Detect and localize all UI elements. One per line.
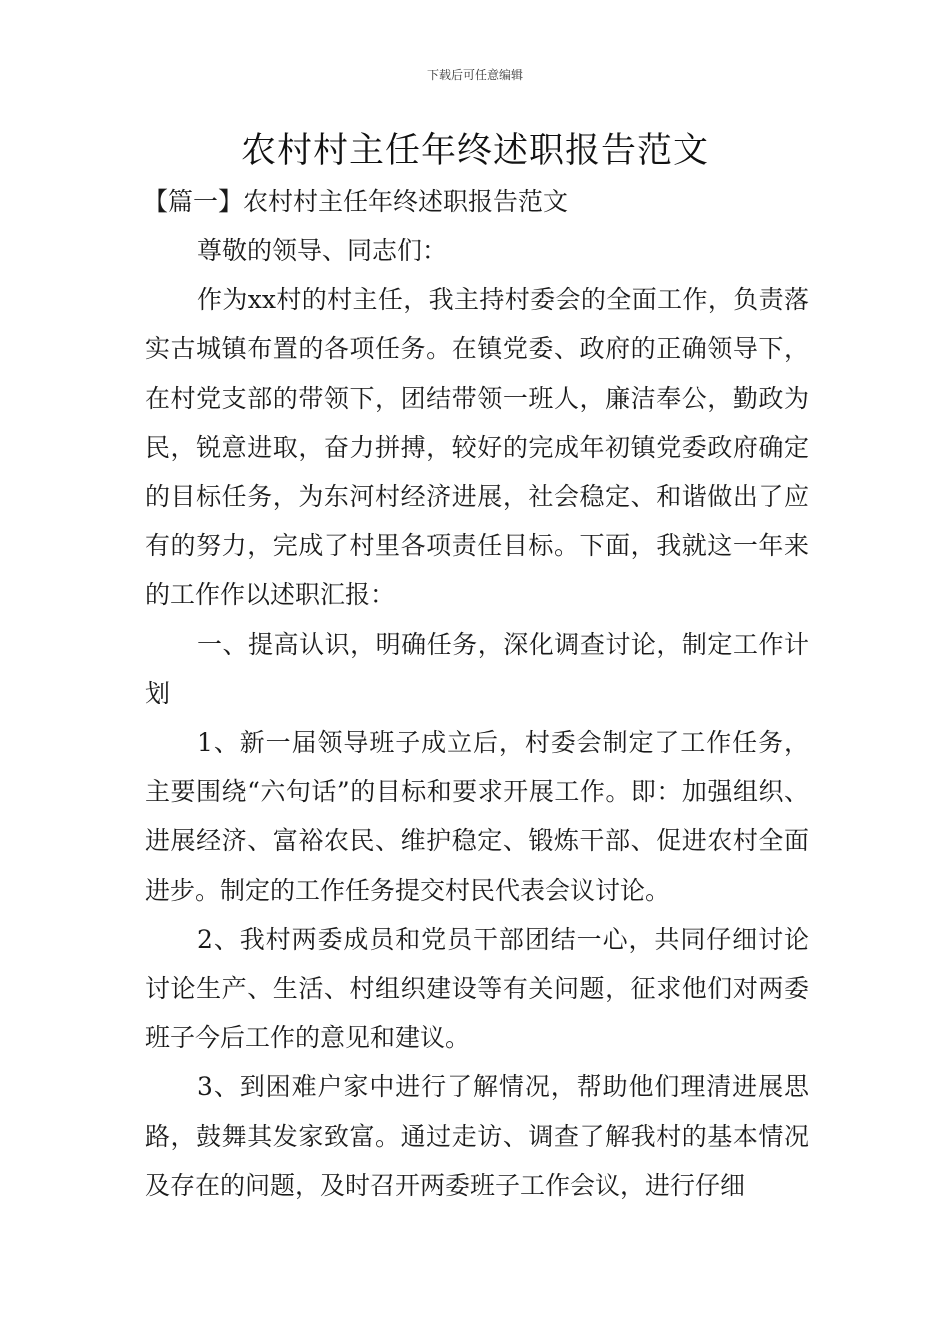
paragraph-salutation: 尊敬的领导、同志们： [197,236,448,265]
paragraph-introduction: 作为xx村的村主任，我主持村委会的全面工作，负责落实古城镇布置的各项任务。在镇党委、政府的正确领导下，在村党支部的带领下，团结带领一班人，廉洁奉公，勤政为民，锐意进取，奋力拼搏，较好的完成年初镇党委政府确定的目标任务，为东河村经济进展，社会稳定、和谐做出了应有的努力，完成了村里各项责任目标。下面，我就这一年来的工作作以述职汇报： [145,285,809,610]
paragraph-item-1: 1、新一届领导班子成立后，村委会制定了工作任务，主要围绕“六句话”的目标和要求开展工作。即：加强组织、进展经济、富裕农民、维护稳定、锻炼干部、促进农村全面进步。制定的工作任务提交村民代表会议讨论。 [145,728,809,905]
document-body [145,178,809,1210]
section-heading: 【篇一】农村村主任年终述职报告范文 [143,187,569,216]
paragraph-item-2: 2、我村两委成员和党员干部团结一心，共同仔细讨论讨论生产、生活、村组织建设等有关问题，征求他们对两委班子今后工作的意见和建议。 [145,924,809,1053]
header-note: 下载后可任意编辑 [426,68,523,82]
paragraph-item-3: 3、到困难户家中进行了解情况，帮助他们理清进展思路，鼓舞其发家致富。通过走访、调查了解我村的基本情况及存在的问题，及时召开两委班子工作会议，进行仔细 [145,1072,809,1200]
paragraph-heading-one: 一、提高认识，明确任务，深化调查讨论，制定工作计划 [145,629,809,708]
document-title: 农村村主任年终述职报告范文 [240,131,709,171]
